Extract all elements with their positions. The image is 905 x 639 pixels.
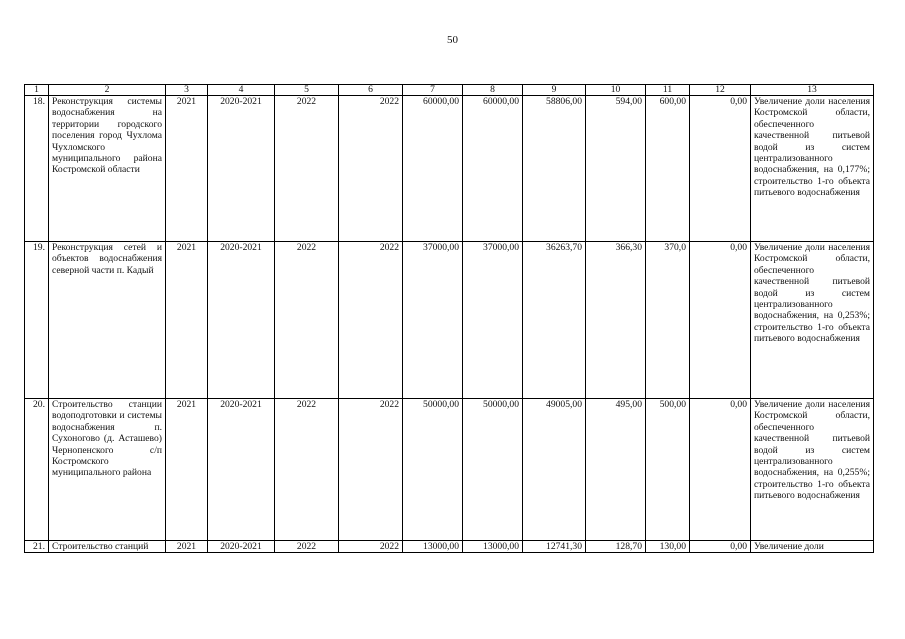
header-row — [25, 85, 874, 96]
cell-col9: 49005,00 — [523, 399, 586, 541]
cell-col8: 37000,00 — [463, 242, 523, 399]
cell-col6: 2022 — [339, 242, 403, 399]
expected-result: Увеличение доли населения Костромской области, обеспеченного качественной питьевой водой из систем централизованного водоснабжения, на 0,255%; строительство 1-го объекта питьевого водоснабжения — [751, 399, 874, 541]
header-cell: 8 — [463, 85, 523, 96]
cell-col7: 37000,00 — [403, 242, 463, 399]
cell-col5: 2022 — [275, 399, 339, 541]
expected-result: Увеличение доли населения Костромской области, обеспеченного качественной питьевой водой из систем централизованного водоснабжения, на 0,253%; строительство 1-го объекта питьевого водоснабжения — [751, 242, 874, 399]
row-number: 21. — [25, 541, 49, 553]
table-row — [25, 399, 874, 541]
cell-col7: 13000,00 — [403, 541, 463, 553]
table-row — [25, 96, 874, 242]
row-number: 19. — [25, 242, 49, 399]
cell-col11: 130,00 — [646, 541, 690, 553]
cell-col6: 2022 — [339, 541, 403, 553]
cell-col12: 0,00 — [690, 96, 751, 242]
cell-col3: 2021 — [166, 541, 208, 553]
project-name: Реконструкция сетей и объектов водоснабжения северной части п. Кадый — [49, 242, 166, 399]
cell-col4: 2020-2021 — [208, 242, 275, 399]
table-row — [25, 242, 874, 399]
cell-col10: 366,30 — [586, 242, 646, 399]
header-cell: 4 — [208, 85, 275, 96]
project-name: Строительство станций — [49, 541, 166, 553]
cell-col8: 60000,00 — [463, 96, 523, 242]
cell-col7: 60000,00 — [403, 96, 463, 242]
cell-col4: 2020-2021 — [208, 399, 275, 541]
header-cell: 1 — [25, 85, 49, 96]
header-cell: 2 — [49, 85, 166, 96]
cell-col10: 128,70 — [586, 541, 646, 553]
cell-col11: 600,00 — [646, 96, 690, 242]
cell-col9: 36263,70 — [523, 242, 586, 399]
cell-col3: 2021 — [166, 242, 208, 399]
cell-col5: 2022 — [275, 96, 339, 242]
header-cell: 9 — [523, 85, 586, 96]
page-number: 50 — [447, 34, 458, 46]
cell-col3: 2021 — [166, 96, 208, 242]
projects-table — [24, 84, 874, 553]
header-cell: 5 — [275, 85, 339, 96]
cell-col4: 2020-2021 — [208, 96, 275, 242]
cell-col5: 2022 — [275, 242, 339, 399]
cell-col9: 58806,00 — [523, 96, 586, 242]
cell-col8: 50000,00 — [463, 399, 523, 541]
cell-col10: 495,00 — [586, 399, 646, 541]
cell-col12: 0,00 — [690, 242, 751, 399]
cell-col10: 594,00 — [586, 96, 646, 242]
row-number: 20. — [25, 399, 49, 541]
table-row — [25, 541, 874, 553]
cell-col5: 2022 — [275, 541, 339, 553]
header-cell: 13 — [751, 85, 874, 96]
cell-col7: 50000,00 — [403, 399, 463, 541]
cell-col4: 2020-2021 — [208, 541, 275, 553]
cell-col12: 0,00 — [690, 541, 751, 553]
header-cell: 11 — [646, 85, 690, 96]
header-cell: 3 — [166, 85, 208, 96]
expected-result: Увеличение доли населения Костромской области, обеспеченного качественной питьевой водой из систем централизованного водоснабжения, на 0,177%; строительство 1-го объекта питьевого водоснабжения — [751, 96, 874, 242]
header-cell: 12 — [690, 85, 751, 96]
cell-col3: 2021 — [166, 399, 208, 541]
expected-result: Увеличение доли — [751, 541, 874, 553]
header-cell: 6 — [339, 85, 403, 96]
cell-col9: 12741,30 — [523, 541, 586, 553]
cell-col11: 370,0 — [646, 242, 690, 399]
cell-col8: 13000,00 — [463, 541, 523, 553]
cell-col6: 2022 — [339, 399, 403, 541]
row-number: 18. — [25, 96, 49, 242]
project-name: Строительство станции водоподготовки и системы водоснабжения п. Сухоногово (д. Асташево) Чернопенского с/п Костромского муниципального района — [49, 399, 166, 541]
cell-col6: 2022 — [339, 96, 403, 242]
cell-col12: 0,00 — [690, 399, 751, 541]
header-cell: 10 — [586, 85, 646, 96]
cell-col11: 500,00 — [646, 399, 690, 541]
header-cell: 7 — [403, 85, 463, 96]
project-name: Реконструкция системы водоснабжения на территории городского поселения город Чухлома Чухломского муниципального района Костромской области — [49, 96, 166, 242]
